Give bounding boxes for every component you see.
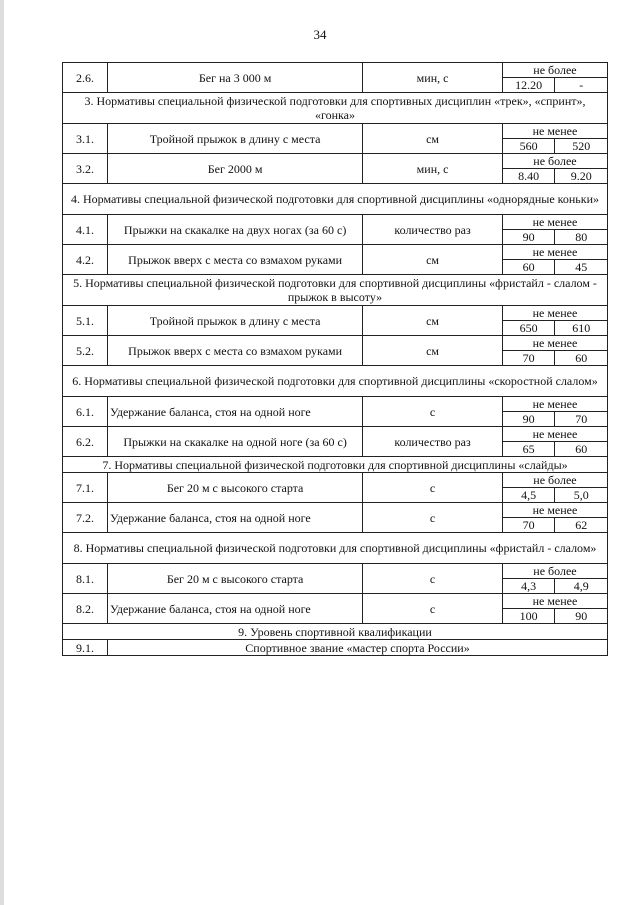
condition: не более bbox=[502, 564, 607, 579]
test-name: Удержание баланса, стоя на одной ноге bbox=[108, 594, 363, 624]
page-number: 34 bbox=[313, 27, 327, 42]
section-title: 6. Нормативы специальной физической подготовки для спортивной дисциплины «скоростной слалом» bbox=[63, 366, 608, 397]
unit: см bbox=[363, 245, 503, 275]
unit: количество раз bbox=[363, 215, 503, 245]
row-number: 9.1. bbox=[63, 640, 108, 656]
row-number: 3.2. bbox=[63, 154, 108, 184]
condition: не менее bbox=[502, 397, 607, 412]
section-title: 9. Уровень спортивной квалификации bbox=[63, 624, 608, 640]
value-1: 8.40 bbox=[502, 169, 555, 184]
section-header-row bbox=[63, 93, 608, 124]
table-row bbox=[63, 245, 608, 260]
row-number: 8.1. bbox=[63, 564, 108, 594]
value-1: 70 bbox=[502, 518, 555, 533]
section-title: 7. Нормативы специальной физической подготовки для спортивной дисциплины «слайды» bbox=[63, 457, 608, 473]
row-number: 8.2. bbox=[63, 594, 108, 624]
table-row bbox=[63, 564, 608, 579]
section-title: 5. Нормативы специальной физической подготовки для спортивной дисциплины «фристайл - слалом - прыжок в высоту» bbox=[63, 275, 608, 306]
row-number: 7.1. bbox=[63, 473, 108, 503]
test-name: Прыжки на скакалке на одной ноге (за 60 с) bbox=[108, 427, 363, 457]
section-header-row bbox=[63, 275, 608, 306]
value-2: 5,0 bbox=[555, 488, 608, 503]
value-1: 90 bbox=[502, 412, 555, 427]
unit: мин, с bbox=[363, 154, 503, 184]
value-2: 520 bbox=[555, 139, 608, 154]
test-name: Тройной прыжок в длину с места bbox=[108, 124, 363, 154]
condition: не более bbox=[502, 154, 607, 169]
unit: с bbox=[363, 397, 503, 427]
condition: не более bbox=[502, 63, 607, 78]
table-row bbox=[63, 503, 608, 518]
condition: не более bbox=[502, 473, 607, 488]
table-row bbox=[63, 154, 608, 169]
value-2: 9.20 bbox=[555, 169, 608, 184]
row-number: 2.6. bbox=[63, 63, 108, 93]
section-header-row bbox=[63, 366, 608, 397]
row-number: 5.2. bbox=[63, 336, 108, 366]
condition: не менее bbox=[502, 503, 607, 518]
value-1: 4,3 bbox=[502, 579, 555, 594]
value-2: 45 bbox=[555, 260, 608, 275]
table-row bbox=[63, 124, 608, 139]
value-1: 90 bbox=[502, 230, 555, 245]
value-2: 62 bbox=[555, 518, 608, 533]
section-header-row bbox=[63, 624, 608, 640]
row-number: 6.1. bbox=[63, 397, 108, 427]
table-row bbox=[63, 473, 608, 488]
value-2: 60 bbox=[555, 351, 608, 366]
section-title: 8. Нормативы специальной физической подготовки для спортивной дисциплины «фристайл - слалом» bbox=[63, 533, 608, 564]
unit: см bbox=[363, 336, 503, 366]
section-header-row bbox=[63, 184, 608, 215]
test-name: Прыжок вверх с места со взмахом руками bbox=[108, 245, 363, 275]
test-name: Бег 20 м с высокого старта bbox=[108, 564, 363, 594]
value-1: 70 bbox=[502, 351, 555, 366]
value-1: 100 bbox=[502, 609, 555, 624]
value-1: 650 bbox=[502, 321, 555, 336]
unit: с bbox=[363, 473, 503, 503]
table-row bbox=[63, 336, 608, 351]
condition: не менее bbox=[502, 215, 607, 230]
value-2: 70 bbox=[555, 412, 608, 427]
value-1: 65 bbox=[502, 442, 555, 457]
condition: не менее bbox=[502, 124, 607, 139]
test-name: Удержание баланса, стоя на одной ноге bbox=[108, 503, 363, 533]
table-row bbox=[63, 397, 608, 412]
unit: количество раз bbox=[363, 427, 503, 457]
value-1: 560 bbox=[502, 139, 555, 154]
section-title: 4. Нормативы специальной физической подготовки для спортивной дисциплины «однорядные коньки» bbox=[63, 184, 608, 215]
value-2: - bbox=[555, 78, 608, 93]
test-name: Бег на 3 000 м bbox=[108, 63, 363, 93]
row-number: 7.2. bbox=[63, 503, 108, 533]
row-number: 4.2. bbox=[63, 245, 108, 275]
table-row bbox=[63, 215, 608, 230]
value-1: 12.20 bbox=[502, 78, 555, 93]
qualification-title: Спортивное звание «мастер спорта России» bbox=[108, 640, 608, 656]
condition: не менее bbox=[502, 306, 607, 321]
scan-edge bbox=[0, 0, 4, 905]
condition: не менее bbox=[502, 245, 607, 260]
test-name: Тройной прыжок в длину с места bbox=[108, 306, 363, 336]
unit: с bbox=[363, 564, 503, 594]
norms-table bbox=[62, 62, 608, 656]
section-header-row bbox=[63, 457, 608, 473]
test-name: Бег 20 м с высокого старта bbox=[108, 473, 363, 503]
table-row bbox=[63, 63, 608, 78]
condition: не менее bbox=[502, 336, 607, 351]
test-name: Прыжки на скакалке на двух ногах (за 60 с) bbox=[108, 215, 363, 245]
test-name: Бег 2000 м bbox=[108, 154, 363, 184]
table-row bbox=[63, 640, 608, 656]
test-name: Прыжок вверх с места со взмахом руками bbox=[108, 336, 363, 366]
value-2: 60 bbox=[555, 442, 608, 457]
section-header-row bbox=[63, 533, 608, 564]
unit: см bbox=[363, 124, 503, 154]
table-row bbox=[63, 427, 608, 442]
condition: не менее bbox=[502, 427, 607, 442]
unit: с bbox=[363, 594, 503, 624]
table-row bbox=[63, 306, 608, 321]
value-2: 90 bbox=[555, 609, 608, 624]
test-name: Удержание баланса, стоя на одной ноге bbox=[108, 397, 363, 427]
unit: с bbox=[363, 503, 503, 533]
value-1: 4,5 bbox=[502, 488, 555, 503]
row-number: 4.1. bbox=[63, 215, 108, 245]
row-number: 3.1. bbox=[63, 124, 108, 154]
section-title: 3. Нормативы специальной физической подготовки для спортивных дисциплин «трек», «спринт», «гонка» bbox=[63, 93, 608, 124]
value-2: 80 bbox=[555, 230, 608, 245]
value-1: 60 bbox=[502, 260, 555, 275]
value-2: 4,9 bbox=[555, 579, 608, 594]
unit: мин, с bbox=[363, 63, 503, 93]
unit: см bbox=[363, 306, 503, 336]
row-number: 5.1. bbox=[63, 306, 108, 336]
row-number: 6.2. bbox=[63, 427, 108, 457]
condition: не менее bbox=[502, 594, 607, 609]
table-row bbox=[63, 594, 608, 609]
value-2: 610 bbox=[555, 321, 608, 336]
